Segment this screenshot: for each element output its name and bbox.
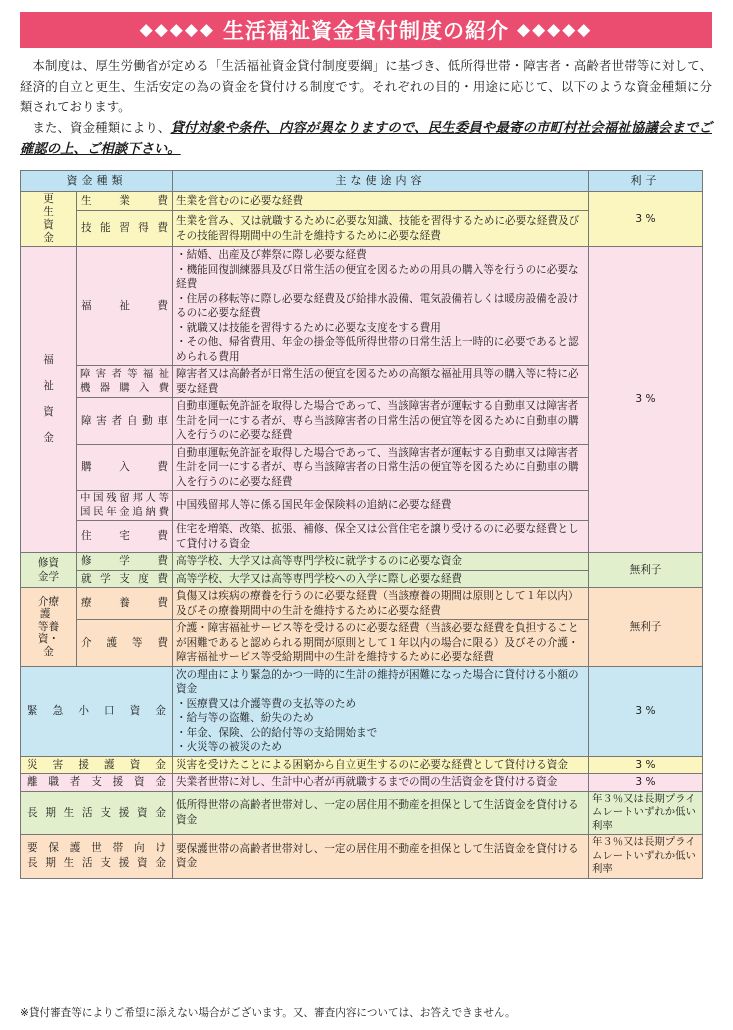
usage-content: 生業を営み、又は就職するために必要な知識、技能を習得するために必要な経費及びその技能習得期間中の生計を維持するために必要な経費 [173,211,589,247]
fund-table-grid [20,170,703,879]
category-kinkyu: 緊急小口資金 [21,666,173,756]
table-row [21,835,703,879]
usage-content: 介護・障害福祉サービス等を受けるのに必要な経費（当該必要な経費を負担することが困難であると認められる期間が原則として１年以内の場合に限る）及びその介護・障害福祉サービス等受給期間中の生計を維持するために必要な経費 [173,620,589,667]
usage-content: 高等学校、大学又は高等専門学校への入学に際し必要な経費 [173,570,589,588]
usage-content: 自動車運転免許証を取得した場合であって、当該障害者が運転する自動車又は障害者生計を同一にする者が、専ら当該障害者の日常生活の便宜等を図るために自動車の購入を行うのに必要な経費 [173,398,589,445]
footnote: ※貸付審査等によりご希望に添えない場合がございます。又、審査内容については、お答えできません。 [20,1007,516,1019]
header-rate: 利子 [589,171,703,192]
usage-content: 障害者又は高齢者が日常生活の便宜を図るための高額な福祉用具等の購入等に特に必要な経費 [173,366,589,398]
intro-paragraph-2 [20,118,712,161]
table-row [21,588,703,620]
sub-type-label: 中国残留邦人等 国民年金追納費 [77,491,173,521]
usage-content: 次の理由により緊急的かつ一時的に生計の維持が困難になった場合に貸付ける小額の資金 ・医療費又は介護等費の支払等のため ・給与等の盗難、紛失のため ・年金、保険、公的給付等の支給開始まで ・火災等の被災のため [173,666,589,756]
category-choki: 長期生活支援資金 [21,791,173,835]
table-row [21,774,703,792]
usage-content: 低所得世帯の高齢者世帯対し、一定の居住用不動産を担保として生活資金を貸付ける資金 [173,791,589,835]
intro-paragraph-2-lead: また、資金種類により、 [32,119,171,135]
usage-content: ・結婚、出産及び葬祭に際し必要な経費 ・機能回復訓練器具及び日常生活の便宜を図るための用具の購入等を行うのに必要な経費 ・住居の移転等に際し必要な経費及び給排水設備、電気設備若しくは暖房設備を設けるのに必要な経費 ・就職又は技能を習得するために必要な支度をする費用 ・その他、帰省費用、年金の掛金等低所得世帯の日常生活上一時的に必要であると認められる費用 [173,247,589,366]
table-row [21,791,703,835]
usage-content: 中国残留邦人等に係る国民年金保険料の追納に必要な経費 [173,491,589,521]
page-title-banner [20,12,712,48]
usage-content: 要保護世帯の高齢者世帯対し、一定の居住用不動産を担保として生活資金を貸付ける資金 [173,835,589,879]
sub-type-label: 生業費 [77,192,173,211]
interest-rate: 3 % [589,247,703,553]
sub-type-label: 障害者等福祉 機器購入費 [77,366,173,398]
intro-paragraph-2-emphasis: 貸付対象や条件、内容が異なりますので、民生委員や最寄の市町村社会福祉協議会までご確認の上、ご相談下さい。 [20,120,712,157]
interest-rate: 無利子 [589,553,703,588]
sub-type-label: 住宅費 [77,521,173,553]
table-row [21,756,703,774]
usage-content: 生業を営むのに必要な経費 [173,192,589,211]
diamond-decoration-right: ◆◆◆◆◆ [517,20,593,40]
header-fund-type: 資金種類 [21,171,173,192]
usage-content: 自動車運転免許証を取得した場合であって、当該障害者が運転する自動車又は障害者生計を同一にする者が、専ら当該障害者の日常生活の便宜等を図るために自動車の購入を行うのに必要な経費 [173,444,589,491]
interest-rate: 無利子 [589,588,703,667]
sub-type-label: 福祉費 [77,247,173,366]
page-title: 生活福祉資金貸付制度の紹介 [223,19,509,43]
table-row [21,553,703,571]
interest-rate: 3 % [589,756,703,774]
sub-type-label: 修学費 [77,553,173,571]
table-row [21,666,703,756]
category-rishoku: 離職者支援資金 [21,774,173,792]
interest-rate: 年３％又は長期プライムレートいずれか低い利率 [589,791,703,835]
header-content: 主な使途内容 [173,171,589,192]
sub-type-label: 購入費 [77,444,173,491]
usage-content: 住宅を増築、改築、拡張、補修、保全又は公営住宅を譲り受けるのに必要な経費として貸付ける資金 [173,521,589,553]
table-row [21,192,703,211]
category-kaigo: 介療 護 等養 資・ 金 [21,588,77,667]
category-kousei: 更 生 資 金 [21,192,77,247]
sub-type-label: 障害者自動車 [77,398,173,445]
table-row [21,247,703,366]
intro-text [20,56,712,161]
sub-type-label: 技能習得費 [77,211,173,247]
category-fukushi: 福 祉 資 金 [21,247,77,553]
usage-content: 失業者世帯に対し、生計中心者が再就職するまでの間の生活資金を貸付ける資金 [173,774,589,792]
fund-table [20,170,702,879]
interest-rate: 3 % [589,774,703,792]
usage-content: 負傷又は疾病の療養を行うのに必要な経費（当該療養の期間は原則として１年以内）及びその療養期間中の生計を維持するために必要な経費 [173,588,589,620]
sub-type-label: 介護等費 [77,620,173,667]
category-shugaku: 修資 金学 [21,553,77,588]
intro-paragraph-1: 本制度は、厚生労働省が定める「生活福祉資金貸付制度要綱」に基づき、低所得世帯・障害者・高齢者世帯等に対して、経済的自立と更生、生活安定の為の資金を貸付ける制度です。それぞれの目的・用途に応じて、以下のような資金種類に分類されております。 [20,58,712,114]
usage-content: 災害を受けたことによる困窮から自立更生するのに必要な経費として貸付ける資金 [173,756,589,774]
diamond-decoration-left: ◆◆◆◆◆ [139,20,215,40]
table-header-row [21,171,703,192]
interest-rate: 年３％又は長期プライムレートいずれか低い利率 [589,835,703,879]
category-yohogo: 要保護世帯向け 長期生活支援資金 [21,835,173,879]
sub-type-label: 就学支度費 [77,570,173,588]
interest-rate: 3 % [589,192,703,247]
usage-content: 高等学校、大学又は高等専門学校に就学するのに必要な資金 [173,553,589,571]
category-saigai: 災害援護資金 [21,756,173,774]
interest-rate: 3 % [589,666,703,756]
sub-type-label: 療養費 [77,588,173,620]
